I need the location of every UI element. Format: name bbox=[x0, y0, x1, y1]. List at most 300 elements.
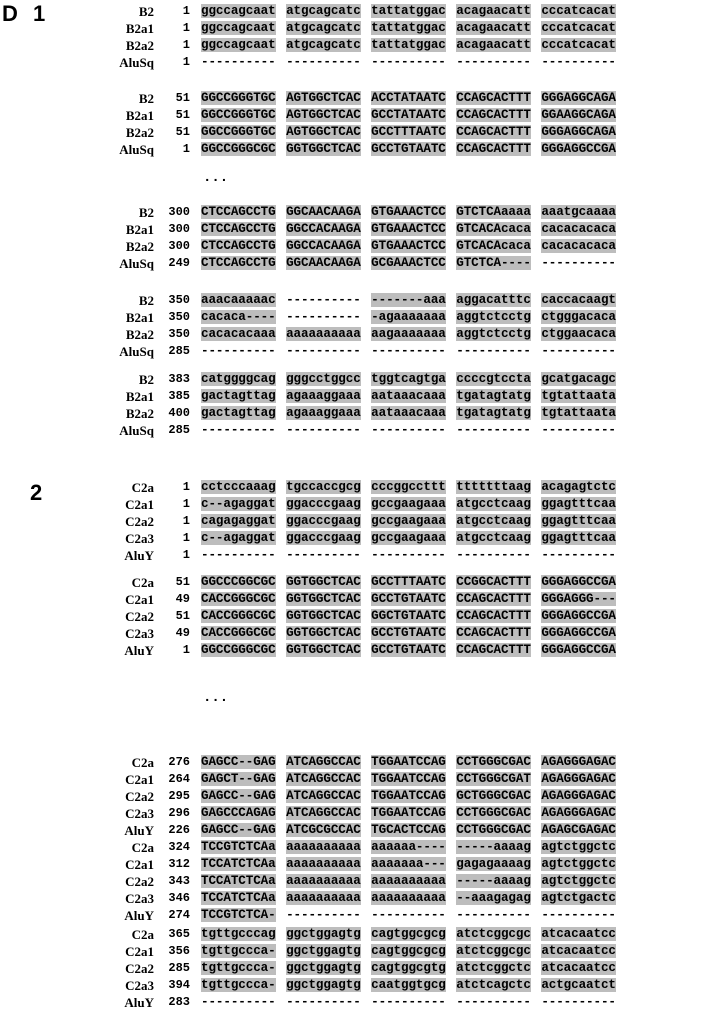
sequence-block: ---------- bbox=[286, 54, 361, 69]
sequence-block: AGTGGCTCAC bbox=[286, 91, 361, 105]
sequence-block: atcacaatcc bbox=[541, 927, 616, 941]
position-number: 350 bbox=[168, 293, 190, 307]
sequence-text bbox=[201, 108, 616, 123]
sequence-block: tggtcagtga bbox=[371, 372, 446, 386]
sequence-block: cacacacaca bbox=[541, 221, 616, 236]
sequence-block: catggggcag bbox=[201, 372, 276, 386]
sequence-text bbox=[201, 874, 616, 889]
sequence-block: agaaaggaaa bbox=[286, 405, 361, 420]
position-number: 49 bbox=[175, 591, 190, 606]
sequence-text bbox=[201, 91, 616, 106]
sequence-block: CCAGCACTTT bbox=[456, 608, 531, 623]
sequence-block: aaaaaaaaaa bbox=[286, 326, 361, 341]
sequence-block: ---------- bbox=[286, 343, 361, 358]
sequence-name: C2a3 bbox=[125, 977, 154, 993]
position-number: 1 bbox=[182, 4, 190, 18]
sequence-text bbox=[201, 497, 616, 512]
sequence-text bbox=[201, 592, 616, 607]
sequence-block: gccgaagaaa bbox=[371, 513, 446, 528]
sequence-block: GTGAAACTCC bbox=[371, 221, 446, 236]
sequence-block: CCTGGGCGAT bbox=[456, 771, 531, 786]
sequence-block: GCGAAACTCC bbox=[371, 255, 446, 270]
sequence-text bbox=[201, 978, 616, 993]
position-number: 350 bbox=[168, 326, 190, 341]
sequence-block: GGCCGGGTGC bbox=[201, 107, 276, 122]
sequence-block: ggctggagtg bbox=[286, 960, 361, 975]
sequence-name: B2a2 bbox=[125, 124, 154, 140]
sequence-text bbox=[201, 142, 616, 157]
sequence-block: GCTGGGCGAC bbox=[456, 788, 531, 803]
sequence-block: ---------- bbox=[541, 54, 616, 69]
position-number: 51 bbox=[175, 91, 190, 105]
sequence-name: C2a1 bbox=[125, 771, 154, 787]
sequence-block: AGAGGGAGAC bbox=[541, 755, 616, 769]
sequence-block: GGGAGGCCGA bbox=[541, 642, 616, 657]
position-number: 350 bbox=[168, 309, 190, 324]
sequence-block: ggctggagtg bbox=[286, 927, 361, 941]
position-number: 1 bbox=[182, 642, 190, 657]
sequence-block: aaaaaaaaaa bbox=[286, 873, 361, 888]
sequence-block: CACCGGGCGC bbox=[201, 591, 276, 606]
sequence-text bbox=[201, 38, 616, 53]
sequence-block: GAGCCCAGAG bbox=[201, 805, 276, 820]
sequence-block: ---------- bbox=[371, 343, 446, 358]
sequence-block: agtctggctc bbox=[541, 856, 616, 871]
sequence-block: GGTGGCTCAC bbox=[286, 141, 361, 156]
sequence-block: ---------- bbox=[286, 293, 361, 307]
position-number: 249 bbox=[168, 255, 190, 270]
sequence-block: ---------- bbox=[371, 907, 446, 922]
sequence-block: ATCGCGCCAC bbox=[286, 822, 361, 837]
sequence-block: atctcggctc bbox=[456, 960, 531, 975]
sequence-block: GGAAGGCAGA bbox=[541, 107, 616, 122]
sequence-block: TGCACTCCAG bbox=[371, 822, 446, 837]
sequence-block: aaaaaaaaaa bbox=[371, 873, 446, 888]
position-number: 51 bbox=[175, 608, 190, 623]
sequence-name: AluY bbox=[124, 822, 154, 838]
sequence-block: acagagtctc bbox=[541, 480, 616, 494]
sequence-block: ggctggagtg bbox=[286, 943, 361, 958]
sequence-block: GGCCGGGCGC bbox=[201, 642, 276, 657]
sequence-block: cctcccaaag bbox=[201, 480, 276, 494]
sequence-block: caccacaagt bbox=[541, 293, 616, 307]
sequence-block: TCCATCTCAa bbox=[201, 873, 276, 888]
sequence-block: tgttgcccag bbox=[201, 927, 276, 941]
sequence-block: GGTGGCTCAC bbox=[286, 575, 361, 589]
position-number: 51 bbox=[175, 575, 190, 589]
sequence-name: B2a1 bbox=[125, 309, 154, 325]
sequence-block: CCAGCACTTT bbox=[456, 625, 531, 640]
position-number: 1 bbox=[182, 496, 190, 511]
sequence-block: ---------- bbox=[286, 422, 361, 437]
sequence-block: GGCCACAAGA bbox=[286, 221, 361, 236]
sequence-text bbox=[201, 4, 616, 19]
sequence-block: tgttgccca- bbox=[201, 977, 276, 992]
sequence-block: -------aaa bbox=[371, 293, 446, 307]
sequence-name: B2 bbox=[138, 293, 154, 308]
sequence-name: C2a bbox=[131, 575, 154, 590]
sequence-block: c--agaggat bbox=[201, 530, 276, 545]
sequence-block: CCTGGGCGAC bbox=[456, 822, 531, 837]
sequence-block: TGGAATCCAG bbox=[371, 755, 446, 769]
sequence-block: ctggaacaca bbox=[541, 326, 616, 341]
sequence-block: acagaacatt bbox=[456, 4, 531, 18]
sequence-block: aataaacaaa bbox=[371, 388, 446, 403]
sequence-block: TCCGTCTCAa bbox=[201, 840, 276, 854]
sequence-block: -agaaaaaaa bbox=[371, 309, 446, 324]
sequence-block: agaaaggaaa bbox=[286, 388, 361, 403]
position-number: 300 bbox=[168, 238, 190, 253]
position-number: 1 bbox=[182, 480, 190, 494]
sequence-block: gactagttag bbox=[201, 405, 276, 420]
sequence-block: GCCTATAATC bbox=[371, 107, 446, 122]
sequence-name: C2a1 bbox=[125, 591, 154, 607]
sequence-block: -----aaaag bbox=[456, 873, 531, 888]
sequence-block: tattatggac bbox=[371, 37, 446, 52]
sequence-text bbox=[201, 256, 616, 271]
sequence-block: actgcaatct bbox=[541, 977, 616, 992]
sequence-block: aataaacaaa bbox=[371, 405, 446, 420]
sequence-block: aggacatttc bbox=[456, 293, 531, 307]
sequence-block: ggacccgaag bbox=[286, 496, 361, 511]
sequence-block: AGTGGCTCAC bbox=[286, 107, 361, 122]
sequence-block: GGCCGGGCGC bbox=[201, 141, 276, 156]
sequence-name: AluSq bbox=[119, 422, 154, 438]
position-number: 383 bbox=[168, 372, 190, 386]
sequence-block: ---------- bbox=[371, 422, 446, 437]
sequence-block: CCAGCACTTT bbox=[456, 124, 531, 139]
sequence-block: GTCTCAaaaa bbox=[456, 205, 531, 219]
sequence-text bbox=[201, 344, 616, 359]
sequence-block: atgcagcatc bbox=[286, 37, 361, 52]
position-number: 1 bbox=[182, 530, 190, 545]
sequence-block: aaatgcaaaa bbox=[541, 205, 616, 219]
sequence-text bbox=[201, 643, 616, 658]
sequence-text bbox=[201, 755, 616, 770]
sequence-block: ---------- bbox=[371, 547, 446, 562]
sequence-block: TGGAATCCAG bbox=[371, 771, 446, 786]
sequence-block: cccggccttt bbox=[371, 480, 446, 494]
sequence-name: B2a2 bbox=[125, 405, 154, 421]
position-number: 264 bbox=[168, 771, 190, 786]
sequence-block: GGCTGTAATC bbox=[371, 608, 446, 623]
position-number: 226 bbox=[168, 822, 190, 837]
sequence-block: CTCCAGCCTG bbox=[201, 238, 276, 253]
sequence-name: C2a bbox=[131, 755, 154, 770]
sequence-block: acagaacatt bbox=[456, 20, 531, 35]
sequence-block: cagtggcgcg bbox=[371, 927, 446, 941]
sequence-block: CACCGGGCGC bbox=[201, 625, 276, 640]
sequence-block: ---------- bbox=[286, 907, 361, 922]
sequence-text bbox=[201, 55, 616, 70]
sequence-block: CCTGGGCGAC bbox=[456, 755, 531, 769]
sequence-block: ATCAGGCCAC bbox=[286, 755, 361, 769]
sequence-name: B2a2 bbox=[125, 238, 154, 254]
sequence-block: ---------- bbox=[456, 907, 531, 922]
sequence-block: ---------- bbox=[201, 547, 276, 562]
position-number: 51 bbox=[175, 124, 190, 139]
sequence-block: ggagtttcaa bbox=[541, 530, 616, 545]
sequence-block: ATCAGGCCAC bbox=[286, 788, 361, 803]
sequence-text bbox=[201, 927, 616, 942]
position-number: 394 bbox=[168, 977, 190, 992]
sequence-block: tgatagtatg bbox=[456, 388, 531, 403]
sequence-block: gccgaagaaa bbox=[371, 496, 446, 511]
sequence-block: atctcggcgc bbox=[456, 943, 531, 958]
sequence-block: ---------- bbox=[541, 422, 616, 437]
sequence-block: --aaagagag bbox=[456, 890, 531, 905]
position-number: 324 bbox=[168, 840, 190, 854]
sequence-name: AluY bbox=[124, 547, 154, 563]
sequence-name: C2a2 bbox=[125, 960, 154, 976]
position-number: 49 bbox=[175, 625, 190, 640]
sequence-block: GGCCACAAGA bbox=[286, 238, 361, 253]
sequence-block: GGGAGGCAGA bbox=[541, 91, 616, 105]
sequence-block: GGTGGCTCAC bbox=[286, 625, 361, 640]
sequence-block: GTGAAACTCC bbox=[371, 205, 446, 219]
sequence-block: ---------- bbox=[456, 343, 531, 358]
sequence-block: CCAGCACTTT bbox=[456, 591, 531, 606]
sequence-text bbox=[201, 327, 616, 342]
ellipsis-part1: ... bbox=[203, 170, 229, 186]
sequence-text bbox=[201, 823, 616, 838]
sequence-name: C2a2 bbox=[125, 608, 154, 624]
sequence-text bbox=[201, 548, 616, 563]
sequence-name: B2a1 bbox=[125, 388, 154, 404]
sequence-block: TGGAATCCAG bbox=[371, 788, 446, 803]
sequence-text bbox=[201, 961, 616, 976]
sequence-text bbox=[201, 514, 616, 529]
sequence-block: CCAGCACTTT bbox=[456, 141, 531, 156]
sequence-text bbox=[201, 239, 616, 254]
sequence-name: C2a2 bbox=[125, 788, 154, 804]
sequence-block: TCCATCTCAa bbox=[201, 890, 276, 905]
sequence-name: AluY bbox=[124, 642, 154, 658]
sequence-block: agtctggctc bbox=[541, 840, 616, 854]
sequence-block: ---------- bbox=[371, 994, 446, 1009]
sequence-text bbox=[201, 575, 616, 590]
sequence-block: GCCTGTAATC bbox=[371, 642, 446, 657]
sequence-block: aaaaaaaaaa bbox=[286, 856, 361, 871]
sequence-name: B2 bbox=[138, 372, 154, 387]
sequence-block: GGGAGGCCGA bbox=[541, 575, 616, 589]
sequence-block: GGTGGCTCAC bbox=[286, 608, 361, 623]
position-number: 285 bbox=[168, 960, 190, 975]
sequence-block: GGGAGGCCGA bbox=[541, 141, 616, 156]
sequence-text bbox=[201, 806, 616, 821]
sequence-name: C2a1 bbox=[125, 496, 154, 512]
sequence-text bbox=[201, 531, 616, 546]
sequence-block: TCCATCTCAa bbox=[201, 856, 276, 871]
position-number: 283 bbox=[168, 994, 190, 1009]
sequence-block: atctcagctc bbox=[456, 977, 531, 992]
position-number: 1 bbox=[182, 37, 190, 52]
sequence-block: ccccgtccta bbox=[456, 372, 531, 386]
sequence-block: aaaaaa---- bbox=[371, 840, 446, 854]
sequence-block: aggtctcctg bbox=[456, 309, 531, 324]
position-number: 1 bbox=[182, 54, 190, 69]
sequence-block: ---------- bbox=[541, 907, 616, 922]
sequence-name: C2a bbox=[131, 480, 154, 495]
sequence-block: CTCCAGCCTG bbox=[201, 221, 276, 236]
sequence-text bbox=[201, 840, 616, 855]
sequence-block: GAGCT--GAG bbox=[201, 771, 276, 786]
sequence-block: CTCCAGCCTG bbox=[201, 255, 276, 270]
sequence-block: aaaaaaaaaa bbox=[371, 890, 446, 905]
sequence-block: aggtctcctg bbox=[456, 326, 531, 341]
sequence-block: tattatggac bbox=[371, 4, 446, 18]
sequence-name: AluSq bbox=[119, 54, 154, 70]
sequence-block: ggagtttcaa bbox=[541, 513, 616, 528]
sequence-block: ggacccgaag bbox=[286, 513, 361, 528]
sequence-text bbox=[201, 789, 616, 804]
sequence-block: cagtggcgcg bbox=[371, 943, 446, 958]
sequence-block: GGGAGGCAGA bbox=[541, 124, 616, 139]
sequence-name: C2a3 bbox=[125, 890, 154, 906]
position-number: 300 bbox=[168, 205, 190, 219]
sequence-name: C2a3 bbox=[125, 530, 154, 546]
sequence-block: tttttttaag bbox=[456, 480, 531, 494]
sequence-block: ---------- bbox=[371, 54, 446, 69]
sequence-block: caatggtgcg bbox=[371, 977, 446, 992]
sequence-text bbox=[201, 908, 616, 923]
sequence-block: GCCTTTAATC bbox=[371, 124, 446, 139]
sequence-block: ---------- bbox=[456, 422, 531, 437]
sequence-name: C2a1 bbox=[125, 856, 154, 872]
sequence-text bbox=[201, 222, 616, 237]
sequence-block: ---------- bbox=[456, 994, 531, 1009]
sequence-text bbox=[201, 389, 616, 404]
sequence-block: atctcggcgc bbox=[456, 927, 531, 941]
sequence-block: GGCCCGGCGC bbox=[201, 575, 276, 589]
sequence-block: atgcagcatc bbox=[286, 4, 361, 18]
sequence-block: ---------- bbox=[541, 343, 616, 358]
sequence-block: ---------- bbox=[286, 309, 361, 324]
part-2-label: 2 bbox=[30, 480, 43, 505]
sequence-name: C2a2 bbox=[125, 513, 154, 529]
sequence-block: AGAGCGAGAC bbox=[541, 822, 616, 837]
sequence-block: CCAGCACTTT bbox=[456, 642, 531, 657]
sequence-text bbox=[201, 944, 616, 959]
sequence-block: AGAGGGAGAC bbox=[541, 805, 616, 820]
sequence-text bbox=[201, 480, 616, 495]
sequence-block: tgtattaata bbox=[541, 388, 616, 403]
sequence-name: C2a1 bbox=[125, 943, 154, 959]
sequence-block: atgcctcaag bbox=[456, 513, 531, 528]
position-number: 274 bbox=[168, 907, 190, 922]
position-number: 346 bbox=[168, 890, 190, 905]
panel-letter: D bbox=[2, 1, 18, 26]
sequence-block: ---------- bbox=[286, 547, 361, 562]
sequence-block: GCCTGTAATC bbox=[371, 141, 446, 156]
position-number: 365 bbox=[168, 927, 190, 941]
position-number: 296 bbox=[168, 805, 190, 820]
sequence-block: GGCAACAAGA bbox=[286, 205, 361, 219]
sequence-block: GGCCGGGTGC bbox=[201, 124, 276, 139]
sequence-block: GTCTCA---- bbox=[456, 255, 531, 270]
sequence-block: atgcctcaag bbox=[456, 496, 531, 511]
sequence-block: AGAGGGAGAC bbox=[541, 771, 616, 786]
sequence-block: AGTGGCTCAC bbox=[286, 124, 361, 139]
position-number: 356 bbox=[168, 943, 190, 958]
sequence-block: TGGAATCCAG bbox=[371, 805, 446, 820]
sequence-block: atgcctcaag bbox=[456, 530, 531, 545]
sequence-block: gccgaagaaa bbox=[371, 530, 446, 545]
sequence-name: C2a3 bbox=[125, 625, 154, 641]
sequence-block: GCCTTTAATC bbox=[371, 575, 446, 589]
sequence-name: B2a2 bbox=[125, 326, 154, 342]
sequence-block: GAGCC--GAG bbox=[201, 755, 276, 769]
sequence-text bbox=[201, 891, 616, 906]
sequence-block: GGGAGGCCGA bbox=[541, 608, 616, 623]
sequence-block: aaaaaaa--- bbox=[371, 856, 446, 871]
sequence-block: cccatcacat bbox=[541, 37, 616, 52]
sequence-name: AluSq bbox=[119, 255, 154, 271]
position-number: 385 bbox=[168, 388, 190, 403]
sequence-name: AluSq bbox=[119, 343, 154, 359]
sequence-block: tgatagtatg bbox=[456, 405, 531, 420]
sequence-text bbox=[201, 205, 616, 220]
position-number: 1 bbox=[182, 141, 190, 156]
sequence-block: tgttgccca- bbox=[201, 943, 276, 958]
sequence-block: CACCGGGCGC bbox=[201, 608, 276, 623]
sequence-block: atgcagcatc bbox=[286, 20, 361, 35]
sequence-name: B2 bbox=[138, 91, 154, 106]
sequence-block: GAGCC--GAG bbox=[201, 822, 276, 837]
sequence-block: GGTGGCTCAC bbox=[286, 591, 361, 606]
sequence-text bbox=[201, 21, 616, 36]
sequence-block: GGCCGGGTGC bbox=[201, 91, 276, 105]
sequence-block: c--agaggat bbox=[201, 496, 276, 511]
sequence-text bbox=[201, 857, 616, 872]
sequence-block: GGTGGCTCAC bbox=[286, 642, 361, 657]
sequence-block: ggagtttcaa bbox=[541, 496, 616, 511]
sequence-block: acagaacatt bbox=[456, 37, 531, 52]
sequence-block: tgccaccgcg bbox=[286, 480, 361, 494]
sequence-text bbox=[201, 423, 616, 438]
sequence-block: ATCAGGCCAC bbox=[286, 805, 361, 820]
position-number: 400 bbox=[168, 405, 190, 420]
sequence-block: tgttgccca- bbox=[201, 960, 276, 975]
sequence-name: C2a bbox=[131, 927, 154, 942]
position-number: 295 bbox=[168, 788, 190, 803]
sequence-text bbox=[201, 995, 616, 1010]
sequence-block: GAGCC--GAG bbox=[201, 788, 276, 803]
position-number: 312 bbox=[168, 856, 190, 871]
sequence-block: GGCAACAAGA bbox=[286, 255, 361, 270]
position-number: 1 bbox=[182, 20, 190, 35]
sequence-text bbox=[201, 372, 616, 387]
sequence-block: gggcctggcc bbox=[286, 372, 361, 386]
position-number: 300 bbox=[168, 221, 190, 236]
sequence-text bbox=[201, 293, 616, 308]
sequence-block: gcatgacagc bbox=[541, 372, 616, 386]
sequence-block: CCAGCACTTT bbox=[456, 107, 531, 122]
sequence-text bbox=[201, 609, 616, 624]
sequence-block: GGGAGGG--- bbox=[541, 591, 616, 606]
sequence-name: B2a2 bbox=[125, 37, 154, 53]
sequence-name: B2a1 bbox=[125, 221, 154, 237]
sequence-block: GTCACAcaca bbox=[456, 221, 531, 236]
sequence-block: ---------- bbox=[286, 994, 361, 1009]
sequence-block: ggccagcaat bbox=[201, 4, 276, 18]
sequence-block: ---------- bbox=[201, 422, 276, 437]
sequence-block: ---------- bbox=[541, 994, 616, 1009]
sequence-block: GGGAGGCCGA bbox=[541, 625, 616, 640]
sequence-name: AluY bbox=[124, 994, 154, 1010]
sequence-block: CTCCAGCCTG bbox=[201, 205, 276, 219]
sequence-block: GTCACAcaca bbox=[456, 238, 531, 253]
